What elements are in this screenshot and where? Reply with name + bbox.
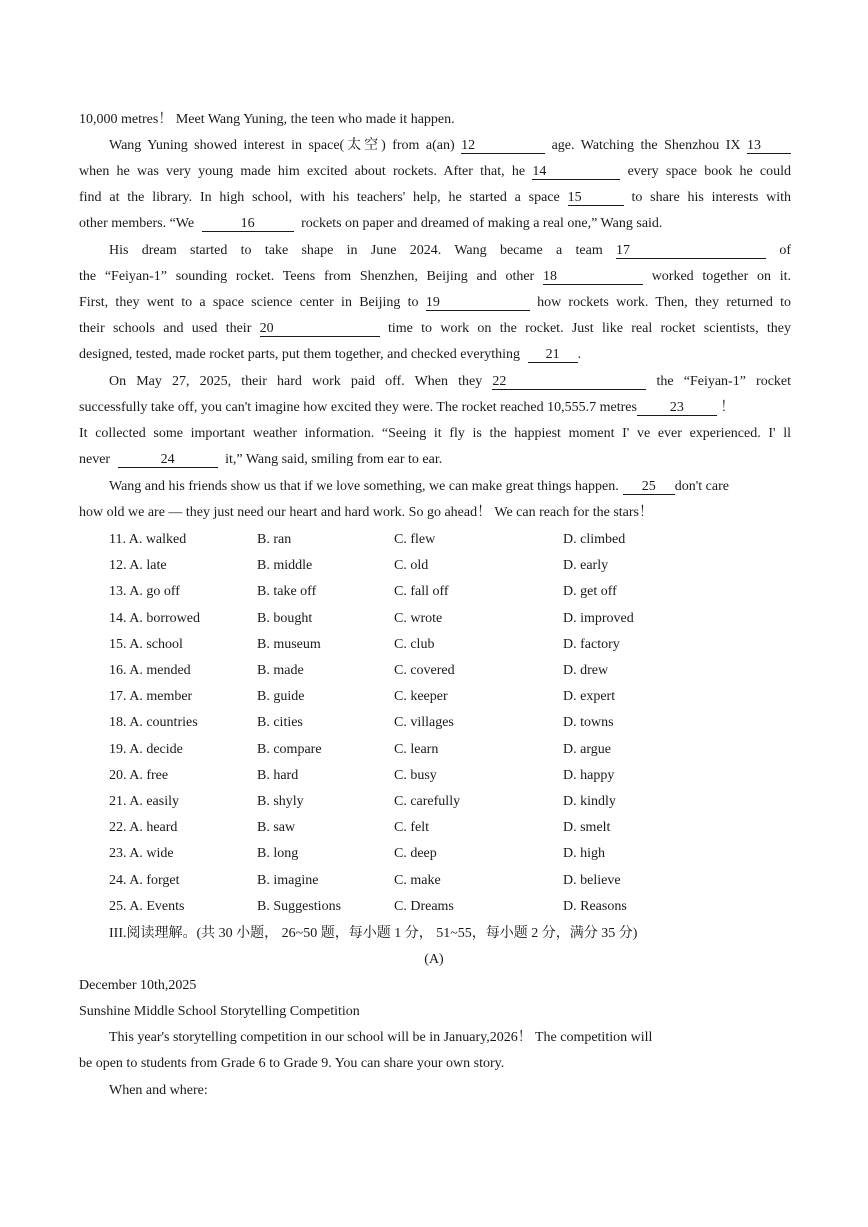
passage-line-14	[109, 475, 791, 499]
option-c: C. villages	[394, 715, 454, 730]
notice-text: be open to students from Grade 6 to Grade 9. You can share your own story.	[79, 1056, 505, 1071]
notice-line-1	[109, 1026, 791, 1050]
passage-line-1	[109, 134, 791, 158]
option-d: D. believe	[563, 873, 621, 888]
option-d: D. towns	[563, 715, 614, 730]
option-a: 13. A. go off	[109, 584, 180, 599]
passage-line-9	[79, 343, 791, 367]
option-a: 16. A. mended	[109, 663, 191, 678]
passage-text: Wang Yuning showed interest in space(太空) from a(an)	[109, 138, 455, 153]
option-d: D. factory	[563, 637, 620, 652]
option-b: B. ran	[257, 532, 292, 547]
passage-line-4	[79, 212, 791, 236]
passage-text: don't care	[674, 479, 729, 494]
option-d: D. get off	[563, 584, 617, 599]
passage-text: never	[79, 452, 111, 467]
option-b: B. museum	[257, 637, 321, 652]
option-c: C. flew	[394, 532, 436, 547]
option-a: 24. A. forget	[109, 873, 180, 888]
option-b: B. imagine	[257, 873, 319, 888]
passage-text: how old we are — they just need our heart and hard work. So go ahead！ We can reach for the stars！	[79, 505, 653, 520]
option-row	[0, 685, 868, 709]
notice-heading-text: Sunshine Middle School Storytelling Competition	[79, 1004, 360, 1019]
option-c: C. keeper	[394, 689, 448, 704]
option-a: 25. A. Events	[109, 899, 185, 914]
option-d: D. argue	[563, 742, 611, 757]
option-row	[0, 895, 868, 919]
option-b: B. compare	[257, 742, 322, 757]
passage-text: It collected some important weather information. “Seeing it fly is the happiest moment I' ve ever experienced. I' ll	[79, 426, 791, 441]
blank-12: 12	[461, 138, 545, 154]
option-c: C. carefully	[394, 794, 461, 809]
passage-line-13	[79, 448, 791, 472]
passage-text: successfully take off, you can't imagine how excited they were. The rocket reached 10,555.7 metres	[79, 400, 637, 415]
option-b: B. guide	[257, 689, 305, 704]
blank-17: 17	[616, 243, 766, 259]
option-a: 14. A. borrowed	[109, 611, 200, 626]
passage-label-a: (A)	[424, 952, 444, 967]
blank-15: 15	[568, 190, 624, 206]
option-row	[0, 738, 868, 762]
option-b: B. shyly	[257, 794, 304, 809]
passage-line-15	[79, 501, 791, 525]
passage-text: when he was very young made him excited about rockets. After that, he	[79, 164, 526, 179]
notice-heading	[79, 1000, 791, 1024]
option-a: 19. A. decide	[109, 742, 183, 757]
option-row	[0, 554, 868, 578]
notice-date-text: December 10th,2025	[79, 978, 197, 993]
passage-line-0	[79, 108, 791, 132]
passage-text: to share his interests with	[631, 190, 791, 205]
notice-text: When and where:	[109, 1083, 208, 1098]
passage-text: His dream started to take shape in June 2024. Wang became a team	[109, 243, 603, 258]
passage-text: other members. “We	[79, 216, 195, 231]
option-row	[0, 869, 868, 893]
passage-line-6	[79, 265, 791, 289]
notice-date	[79, 974, 791, 998]
option-d: D. kindly	[563, 794, 616, 809]
option-c: C. felt	[394, 820, 429, 835]
option-row	[0, 842, 868, 866]
passage-text: time to work on the rocket. Just like real rocket scientists, they	[387, 321, 791, 336]
passage-text: of	[779, 243, 791, 258]
option-a: 23. A. wide	[109, 846, 174, 861]
option-c: C. covered	[394, 663, 455, 678]
passage-text: First, they went to a space science center in Beijing to	[79, 295, 419, 310]
option-b: B. Suggestions	[257, 899, 342, 914]
option-d: D. drew	[563, 663, 609, 678]
option-d: D. Reasons	[563, 899, 627, 914]
option-c: C. busy	[394, 768, 437, 783]
option-d: D. high	[563, 846, 605, 861]
blank-18: 18	[543, 269, 643, 285]
passage-text: worked together on it.	[651, 269, 791, 284]
option-b: B. made	[257, 663, 304, 678]
passage-text: how rockets work. Then, they returned to	[537, 295, 791, 310]
passage-text: every space book he could	[627, 164, 791, 179]
section-title: III.阅读理解。(共 30 小题， 26~50 题，每小题 1 分， 51~55，每小题 2 分，满分 35 分)	[109, 926, 638, 941]
option-b: B. bought	[257, 611, 313, 626]
option-d: D. smelt	[563, 820, 611, 835]
blank-20: 20	[260, 321, 380, 337]
passage-text: .	[577, 347, 582, 362]
passage-line-12	[79, 422, 791, 446]
passage-text: designed, tested, made rocket parts, put them together, and checked everything	[79, 347, 521, 362]
blank-23: 23	[637, 400, 717, 416]
option-c: C. wrote	[394, 611, 443, 626]
option-a: 15. A. school	[109, 637, 183, 652]
passage-line-11	[79, 396, 791, 420]
blank-13: 13	[747, 138, 791, 154]
notice-line-3	[109, 1079, 791, 1103]
option-b: B. hard	[257, 768, 299, 783]
option-a: 22. A. heard	[109, 820, 178, 835]
option-row	[0, 633, 868, 657]
option-d: D. expert	[563, 689, 616, 704]
blank-25: 25	[623, 479, 675, 495]
option-d: D. happy	[563, 768, 615, 783]
option-row	[0, 711, 868, 735]
blank-14: 14	[532, 164, 620, 180]
passage-text: the “Feiyan-1” rocket	[656, 374, 791, 389]
blank-22: 22	[492, 374, 646, 390]
option-row	[0, 580, 868, 604]
option-row	[0, 816, 868, 840]
passage-line-7	[79, 291, 791, 315]
option-a: 11. A. walked	[109, 532, 187, 547]
option-a: 17. A. member	[109, 689, 193, 704]
option-row	[0, 528, 868, 552]
blank-19: 19	[426, 295, 530, 311]
notice-line-2	[79, 1052, 791, 1076]
passage-text: rockets on paper and dreamed of making a real one,” Wang said.	[301, 216, 663, 231]
passage-line-3	[79, 186, 791, 210]
notice-text: This year's storytelling competition in our school will be in January,2026！ The competition will	[109, 1030, 653, 1045]
option-b: B. middle	[257, 558, 313, 573]
option-d: D. improved	[563, 611, 634, 626]
option-c: C. old	[394, 558, 429, 573]
passage-text: find at the library. In high school, with his teachers' help, he started a space	[79, 190, 560, 205]
option-c: C. Dreams	[394, 899, 454, 914]
passage-line-10	[109, 370, 791, 394]
option-b: B. long	[257, 846, 299, 861]
passage-text: age. Watching the Shenzhou IX	[551, 138, 741, 153]
option-a: 21. A. easily	[109, 794, 179, 809]
blank-24: 24	[118, 452, 218, 468]
option-b: B. take off	[257, 584, 317, 599]
passage-text: ！	[720, 400, 735, 415]
option-b: B. cities	[257, 715, 303, 730]
blank-16: 16	[202, 216, 294, 232]
option-b: B. saw	[257, 820, 296, 835]
option-c: C. fall off	[394, 584, 449, 599]
passage-text: the “Feiyan-1” sounding rocket. Teens from Shenzhen, Beijing and other	[79, 269, 535, 284]
passage-line-8	[79, 317, 791, 341]
option-row	[0, 607, 868, 631]
option-d: D. early	[563, 558, 609, 573]
option-c: C. club	[394, 637, 435, 652]
passage-line-5	[109, 239, 791, 263]
blank-21: 21	[528, 347, 578, 363]
option-row	[0, 790, 868, 814]
passage-text: 10,000 metres！ Meet Wang Yuning, the teen who made it happen.	[79, 112, 455, 127]
passage-text: Wang and his friends show us that if we love something, we can make great things happen.	[109, 479, 619, 494]
option-c: C. make	[394, 873, 441, 888]
option-a: 20. A. free	[109, 768, 169, 783]
option-row	[0, 764, 868, 788]
passage-text: it,” Wang said, smiling from ear to ear.	[225, 452, 443, 467]
option-c: C. deep	[394, 846, 437, 861]
passage-text: their schools and used their	[79, 321, 252, 336]
option-d: D. climbed	[563, 532, 626, 547]
option-a: 12. A. late	[109, 558, 167, 573]
option-row	[0, 659, 868, 683]
option-a: 18. A. countries	[109, 715, 198, 730]
option-c: C. learn	[394, 742, 439, 757]
passage-line-2	[79, 160, 791, 184]
passage-text: On May 27, 2025, their hard work paid off. When they	[109, 374, 483, 389]
